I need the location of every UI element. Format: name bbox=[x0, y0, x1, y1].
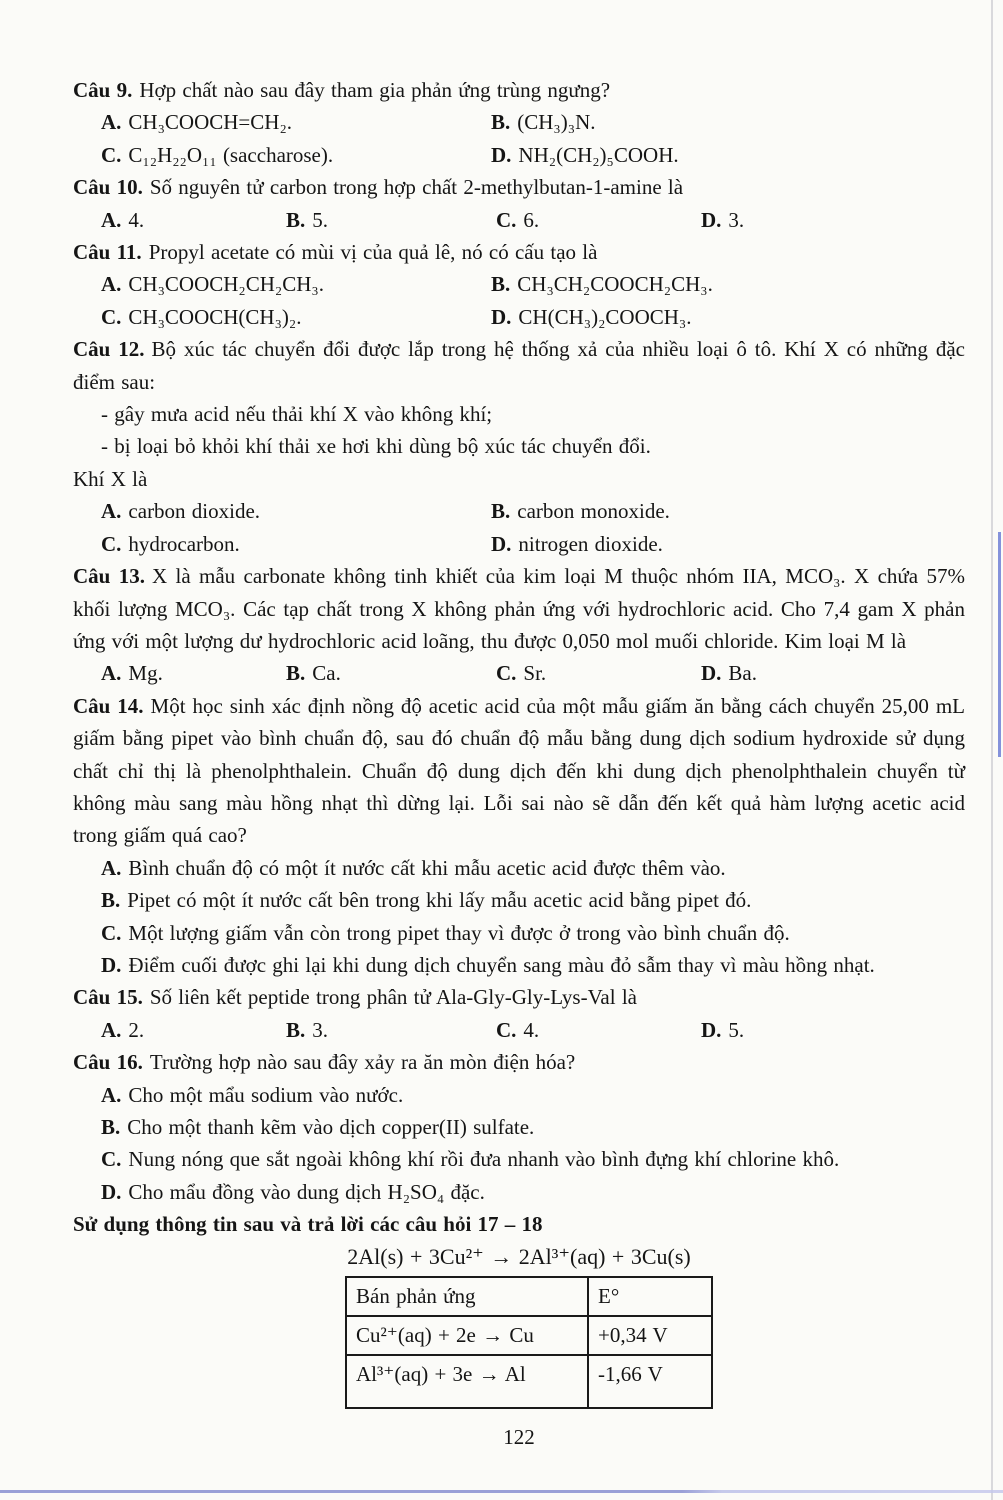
question-11-text: Propyl acetate có mùi vị của quả lê, nó có cấu tạo là bbox=[148, 240, 598, 265]
option-text: Ca. bbox=[312, 661, 341, 686]
question-10-option-a bbox=[101, 204, 286, 236]
question-9-option-c bbox=[101, 139, 491, 171]
option-text: Một lượng giấm vẫn còn trong pipet thay vì được ở trong vào bình chuẩn độ. bbox=[128, 920, 790, 945]
question-15-text: Số liên kết peptide trong phân tử Ala-Gly-Gly-Lys-Val là bbox=[149, 985, 637, 1010]
option-text: CH₃COOCH=CH₂. bbox=[128, 110, 293, 135]
question-11 bbox=[73, 236, 965, 333]
table-cell-copper-potential: +0,34 V bbox=[588, 1316, 712, 1355]
page-number: 122 bbox=[503, 1425, 535, 1450]
question-10-option-d bbox=[701, 204, 965, 236]
option-letter: A. bbox=[101, 1082, 122, 1107]
option-text: Cho mẩu đồng vào dung dịch H₂SO₄ đặc. bbox=[128, 1179, 485, 1204]
table-cell-aluminium-potential: -1,66 V bbox=[588, 1355, 712, 1408]
section-note-17-18: Sử dụng thông tin sau và trả lời các câu hỏi 17 – 18 bbox=[73, 1212, 543, 1237]
question-12-text: Bộ xúc tác chuyển đổi được lắp trong hệ thống xả của nhiều loại ô tô. Khí X có những đặc điểm sau: bbox=[73, 337, 965, 394]
option-letter: B. bbox=[491, 272, 511, 297]
question-16-text: Trường hợp nào sau đây xảy ra ăn mòn điện hóa? bbox=[149, 1050, 576, 1075]
question-16 bbox=[73, 1046, 965, 1208]
question-16-label: Câu 16. bbox=[73, 1050, 143, 1075]
option-letter: C. bbox=[496, 661, 517, 686]
option-text: Sr. bbox=[523, 661, 547, 686]
option-letter: B. bbox=[286, 207, 306, 232]
question-16-option-c bbox=[73, 1143, 965, 1175]
option-text: 2. bbox=[128, 1017, 145, 1042]
question-11-option-c bbox=[101, 301, 491, 333]
question-9-options bbox=[73, 106, 965, 171]
option-text: 5. bbox=[728, 1017, 745, 1042]
option-letter: A. bbox=[101, 499, 122, 524]
option-text: CH(CH₃)₂COOCH₃. bbox=[518, 304, 692, 329]
option-text: carbon dioxide. bbox=[128, 499, 261, 524]
option-text: nitrogen dioxide. bbox=[518, 531, 663, 556]
option-letter: B. bbox=[286, 1017, 306, 1042]
question-11-stem bbox=[73, 236, 965, 268]
scan-edge-line-right bbox=[991, 0, 993, 1500]
option-text: hydrocarbon. bbox=[128, 531, 240, 556]
question-13-options bbox=[73, 657, 965, 689]
table-cell-copper-half-reaction: Cu²⁺(aq) + 2e → Cu bbox=[346, 1316, 588, 1355]
option-letter: B. bbox=[286, 661, 306, 686]
option-text: CH₃COOCH(CH₃)₂. bbox=[128, 304, 302, 329]
table-header-row bbox=[346, 1277, 712, 1316]
option-text: NH₂(CH₂)₅COOH. bbox=[518, 142, 679, 167]
option-letter: C. bbox=[101, 531, 122, 556]
redox-equation: 2Al(s) + 3Cu²⁺ → 2Al³⁺(aq) + 3Cu(s) bbox=[347, 1243, 691, 1269]
question-15-option-b bbox=[286, 1014, 496, 1046]
table-row-copper bbox=[346, 1316, 712, 1355]
question-13-option-a bbox=[101, 657, 286, 689]
option-letter: D. bbox=[701, 207, 722, 232]
question-13-label: Câu 13. bbox=[73, 564, 145, 589]
question-14-text: Một học sinh xác định nồng độ acetic acid của một mẫu giấm ăn bằng cách chuyển 25,00 mL giấm bằng pipet vào bình chuẩn độ, sau đó chuẩn độ mẫu bằng dung dịch sodium hydroxide sử dụng chất chỉ thị là phenolphthalein. Chuẩn độ dung dịch đến khi dung dịch phenolphthalein chuyển từ không màu sang màu hồng nhạt thì dừng lại. Lỗi sai nào sẽ dẫn đến kết quả hàm lượng acetic acid trong giấm quá cao? bbox=[73, 693, 965, 848]
question-11-options bbox=[73, 268, 965, 333]
option-text: 6. bbox=[523, 207, 540, 232]
question-14-stem bbox=[73, 690, 965, 852]
option-letter: D. bbox=[101, 1179, 122, 1204]
question-15-label: Câu 15. bbox=[73, 985, 143, 1010]
option-letter: B. bbox=[491, 110, 511, 135]
scan-edge-line-bottom bbox=[0, 1490, 1003, 1493]
table-header-e-standard: E° bbox=[588, 1277, 712, 1316]
question-10 bbox=[73, 171, 965, 236]
option-letter: C. bbox=[496, 207, 517, 232]
question-13-text: X là mẫu carbonate không tinh khiết của kim loại M thuộc nhóm IIA, MCO₃. X chứa 57% khối lượng MCO₃. Các tạp chất trong X không phản ứng với hydrochloric acid. Cho 7,4 gam X phản ứng với một lượng dư hydrochloric acid loãng, thu được 0,050 mol muối chloride. Kim loại M là bbox=[73, 564, 965, 653]
question-12-bullet-1: - gây mưa acid nếu thải khí X vào không khí; bbox=[101, 402, 493, 427]
option-text: 5. bbox=[312, 207, 329, 232]
question-11-option-d bbox=[491, 301, 965, 333]
standard-potential-table-wrap bbox=[345, 1276, 965, 1409]
option-letter: C. bbox=[496, 1017, 517, 1042]
option-letter: D. bbox=[701, 661, 722, 686]
option-text: Nung nóng que sắt ngoài không khí rồi đưa nhanh vào bình đựng khí chlorine khô. bbox=[128, 1147, 840, 1172]
question-9-label: Câu 9. bbox=[73, 78, 133, 102]
question-10-text: Số nguyên tử carbon trong hợp chất 2-methylbutan-1-amine là bbox=[149, 175, 684, 200]
scan-blue-mark-right bbox=[998, 532, 1001, 757]
question-10-option-b bbox=[286, 204, 496, 236]
question-9-text: Hợp chất nào sau đây tham gia phản ứng trùng ngưng? bbox=[139, 78, 611, 102]
option-letter: A. bbox=[101, 855, 122, 880]
option-letter: C. bbox=[101, 304, 122, 329]
question-15-option-a bbox=[101, 1014, 286, 1046]
question-11-option-a bbox=[101, 268, 491, 300]
option-text: (CH₃)₃N. bbox=[517, 110, 596, 135]
option-text: Mg. bbox=[128, 661, 163, 686]
question-10-stem bbox=[73, 171, 965, 203]
question-15-option-d bbox=[701, 1014, 965, 1046]
question-12-option-d bbox=[491, 528, 965, 560]
option-text: Cho một mẩu sodium vào nước. bbox=[128, 1082, 404, 1107]
option-text: Bình chuẩn độ có một ít nước cất khi mẫu acetic acid được thêm vào. bbox=[128, 855, 726, 880]
question-9-option-b bbox=[491, 106, 965, 138]
option-letter: B. bbox=[101, 888, 121, 913]
question-16-stem bbox=[73, 1046, 965, 1078]
question-9 bbox=[73, 74, 965, 171]
question-16-option-b bbox=[73, 1111, 965, 1143]
question-14 bbox=[73, 690, 965, 982]
table-row-aluminium bbox=[346, 1355, 712, 1408]
option-letter: B. bbox=[101, 1115, 121, 1139]
question-14-option-b bbox=[73, 884, 965, 916]
option-letter: B. bbox=[491, 499, 511, 524]
table-cell-aluminium-half-reaction: Al³⁺(aq) + 3e → Al bbox=[346, 1355, 588, 1408]
question-15-options bbox=[73, 1014, 965, 1046]
question-12-bullet-2: - bị loại bỏ khỏi khí thải xe hơi khi dùng bộ xúc tác chuyển đổi. bbox=[101, 434, 651, 459]
question-12-option-a bbox=[101, 495, 491, 527]
option-letter: D. bbox=[491, 531, 512, 556]
table-header-half-reaction: Bán phản ứng bbox=[346, 1277, 588, 1316]
question-11-option-b bbox=[491, 268, 965, 300]
option-letter: C. bbox=[101, 920, 122, 945]
question-9-option-a bbox=[101, 106, 491, 138]
option-letter: C. bbox=[101, 1147, 122, 1172]
option-text: CH₃CH₂COOCH₂CH₃. bbox=[517, 272, 713, 297]
option-letter: D. bbox=[701, 1017, 722, 1042]
option-text: 4. bbox=[128, 207, 145, 232]
question-16-option-a bbox=[73, 1079, 965, 1111]
question-9-option-d bbox=[491, 139, 965, 171]
option-text: C₁₂H₂₂O₁₁ (saccharose). bbox=[128, 142, 334, 167]
question-12-followup: Khí X là bbox=[73, 466, 148, 491]
option-letter: D. bbox=[491, 142, 512, 167]
question-13 bbox=[73, 560, 965, 690]
option-text: 3. bbox=[728, 207, 745, 232]
question-14-option-d bbox=[73, 949, 965, 981]
question-12-option-b bbox=[491, 495, 965, 527]
question-14-option-a bbox=[73, 852, 965, 884]
option-text: 4. bbox=[523, 1017, 540, 1042]
question-13-option-b bbox=[286, 657, 496, 689]
option-letter: A. bbox=[101, 272, 122, 297]
question-12-stem bbox=[73, 333, 965, 398]
question-12-options bbox=[73, 495, 965, 560]
question-12 bbox=[73, 333, 965, 560]
question-14-label: Câu 14. bbox=[73, 693, 144, 718]
question-9-stem bbox=[73, 74, 965, 106]
option-letter: A. bbox=[101, 207, 122, 232]
option-letter: D. bbox=[491, 304, 512, 329]
option-letter: A. bbox=[101, 110, 122, 135]
option-text: carbon monoxide. bbox=[517, 499, 670, 524]
option-letter: C. bbox=[101, 142, 122, 167]
option-text: Ba. bbox=[728, 661, 757, 686]
question-13-option-c bbox=[496, 657, 701, 689]
option-letter: A. bbox=[101, 1017, 122, 1042]
question-15-stem bbox=[73, 981, 965, 1013]
question-13-option-d bbox=[701, 657, 965, 689]
exam-page-content bbox=[0, 74, 1003, 1453]
option-text: Cho một thanh kẽm vào dịch copper(II) sulfate. bbox=[127, 1115, 535, 1139]
question-14-option-c bbox=[73, 917, 965, 949]
question-15 bbox=[73, 981, 965, 1046]
question-15-option-c bbox=[496, 1014, 701, 1046]
option-text: Pipet có một ít nước cất bên trong khi lấy mẫu acetic acid bằng pipet đó. bbox=[127, 888, 752, 913]
standard-potential-table bbox=[345, 1276, 713, 1409]
question-10-options bbox=[73, 204, 965, 236]
question-12-option-c bbox=[101, 528, 491, 560]
question-11-label: Câu 11. bbox=[73, 240, 142, 265]
option-text: 3. bbox=[312, 1017, 329, 1042]
option-letter: D. bbox=[101, 952, 122, 977]
question-10-option-c bbox=[496, 204, 701, 236]
question-16-option-d bbox=[73, 1176, 965, 1208]
option-text: CH₃COOCH₂CH₂CH₃. bbox=[128, 272, 324, 297]
question-13-stem bbox=[73, 560, 965, 657]
question-10-label: Câu 10. bbox=[73, 175, 143, 200]
option-letter: A. bbox=[101, 661, 122, 686]
option-text: Điểm cuối được ghi lại khi dung dịch chuyển sang màu đỏ sẫm thay vì màu hồng nhạt. bbox=[128, 952, 875, 977]
question-12-label: Câu 12. bbox=[73, 337, 145, 362]
